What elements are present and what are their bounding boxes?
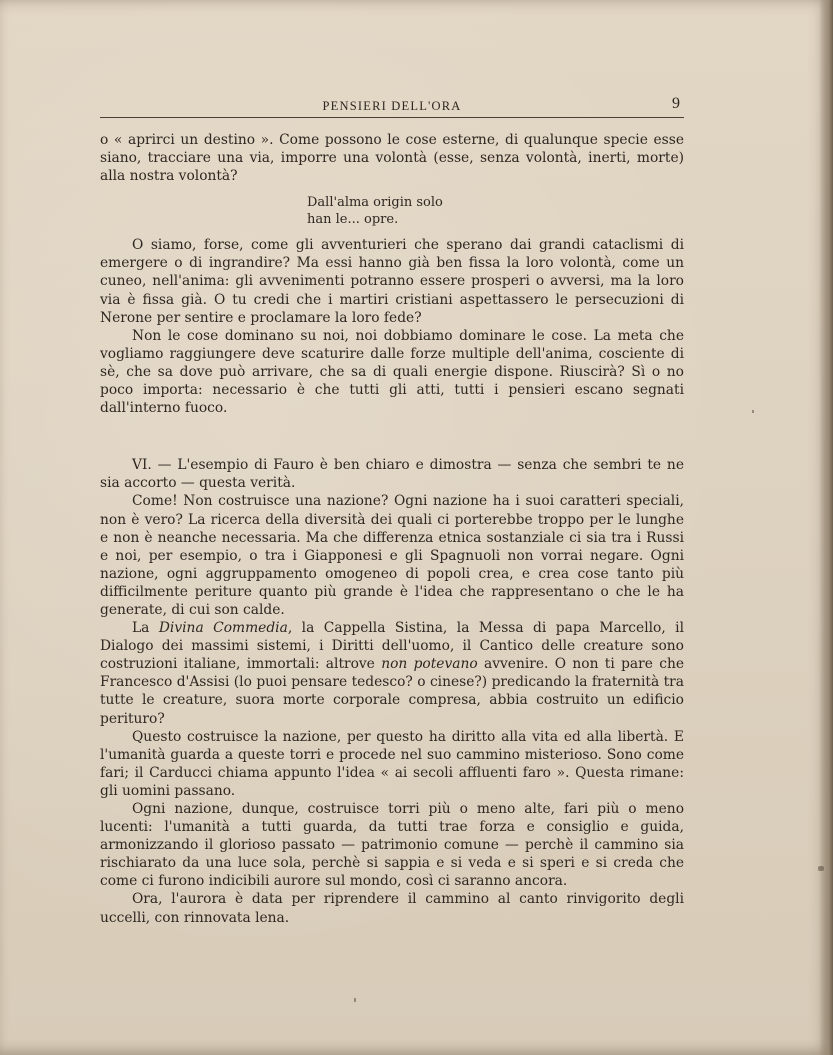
verse-line: han le... opre. <box>307 212 399 228</box>
ink-speck <box>818 866 824 871</box>
italic-title: Divina Commedia <box>158 620 288 637</box>
ink-speck <box>354 998 356 1002</box>
page-number: 9 <box>672 95 680 112</box>
text-run: avvenire. O non ti pare che Francesco d'Assisi (lo puoi pensare tedesco? o cinese?) predicando la fraternità tra tutte le creature, suora morte corporale compresa, abbia costruito un edificio perituro? <box>100 656 684 727</box>
italic-phrase: non potevano <box>381 656 478 673</box>
paragraph <box>100 619 684 728</box>
verse-line: Dall'alma origin solo <box>307 195 443 211</box>
paragraph: Come! Non costruisce una nazione? Ogni nazione ha i suoi caratteri speciali, non è vero? La ricerca della diversità dei quali ci porterebbe troppo per le lunghe e non è neanche necessaria. Ma che differenza etnica sostanziale ci sia tra i Russi e noi, per esempio, o tra i Giapponesi e gli Spagnuoli non vorrai negare. Ogni nazione, ogni aggruppamento omogeneo di popoli crea, e crea cose tanto più difficilmente periture quanto più grande è l'idea che rappresentano o che le ha generate, di cui son calde. <box>100 493 684 618</box>
paragraph: Ora, l'aurora è data per riprendere il cammino al canto rinvigorito degli uccelli, con rinnovata lena. <box>100 891 684 926</box>
page-edge-shadow <box>819 0 833 1055</box>
paragraph: Questo costruisce la nazione, per questo ha diritto alla vita ed alla libertà. E l'umanità guarda a queste torri e procede nel suo cammino misterioso. Sono come fari; il Carducci chiama appunto l'idea « ai secoli affluenti faro ». Questa rimane: gli uomini passano. <box>100 728 684 799</box>
running-header <box>100 97 684 118</box>
paragraph: o « aprirci un destino ». Come possono le cose esterne, di qualunque specie esse siano, tracciare una via, imporre una volontà (esse, senza volontà, inerti, morte) alla nostra volontà? <box>100 132 684 185</box>
paragraph: Non le cose dominano su noi, noi dobbiamo dominare le cose. La meta che vogliamo raggiungere deve scaturire dalle forze multiple dell'anima, cosciente di sè, che sa dove può arrivare, che sa di quali energie dispone. Riuscirà? Sì o no poco importa: necessario è che tutti gli atti, tutti i pensieri escano segnati dall'interno fuoco. <box>100 327 684 417</box>
ink-speck <box>752 410 754 413</box>
text-run: , la Cappella Sistina, la Messa di papa Marcello, il Dialogo dei massimi sistemi, i Diritti dell'uomo, il Cantico delle creature sono costruzioni italiane, immortali: altrove <box>100 620 685 673</box>
text-run: La <box>132 620 159 637</box>
section-break <box>100 417 684 456</box>
section-paragraph: VI. — L'esempio di Fauro è ben chiaro e dimostra — senza che sembri te ne sia accorto — questa verità. <box>100 457 684 492</box>
page-body <box>100 131 684 927</box>
paragraph: Ogni nazione, dunque, costruisce torri più o meno alte, fari più o meno lucenti: l'umanità a tutti guarda, da tutti trae forza e consiglio e guida, armonizzando il glorioso passato — patrimonio comune — perchè il cammino sia rischiarato da una luce sola, perchè si sappia e si veda e si speri e si creda che come ci furono indicibili aurore sul mondo, così ci saranno ancora. <box>100 801 684 890</box>
running-title: PENSIERI DELL'ORA <box>322 99 462 113</box>
paragraph: O siamo, forse, come gli avventurieri che sperano dai grandi cataclismi di emergere o di ingrandire? Ma essi hanno già ben fissa la loro volontà, come un cuneo, nell'anima: gli avvenimenti potranno essere prosperi o avversi, ma la loro via è fissa già. O tu credi che i martiri cristiani aspettassero le persecuzioni di Nerone per sentire e proclamare la loro fede? <box>100 237 684 326</box>
verse-quote <box>307 194 684 228</box>
